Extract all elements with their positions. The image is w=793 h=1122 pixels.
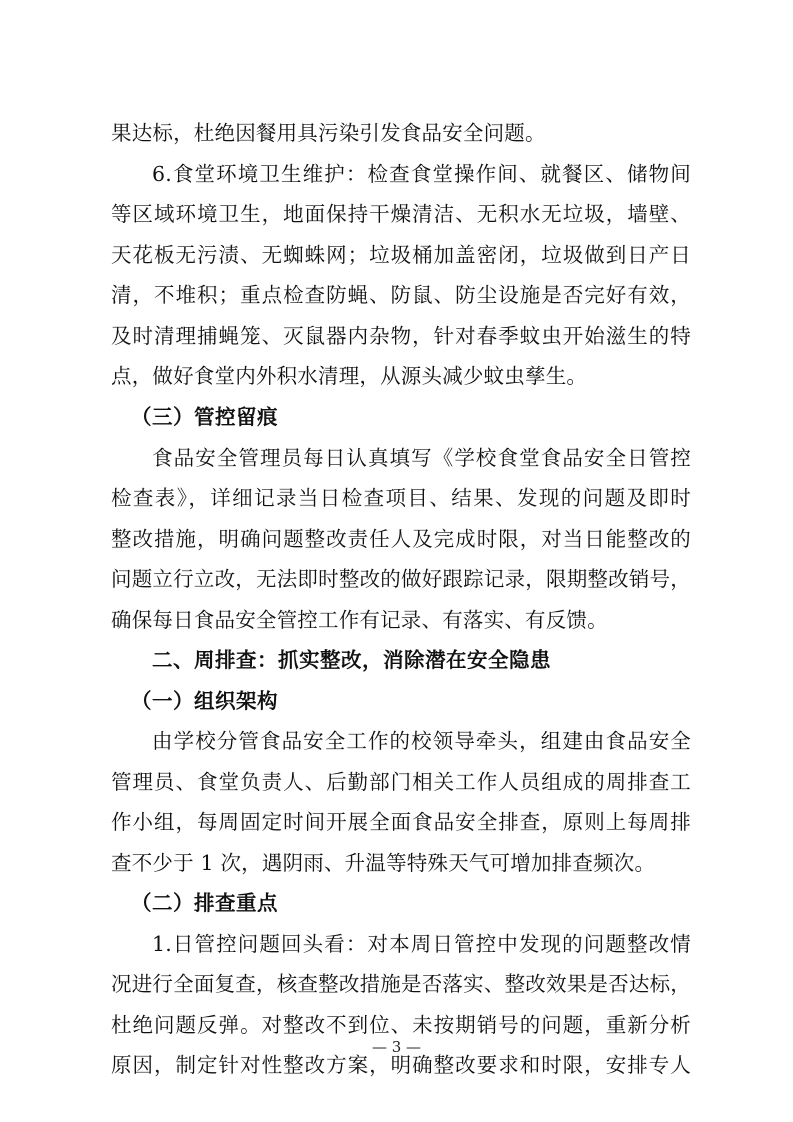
body-line: 况进行全面复查，核查整改措施是否落实、整改效果是否达标，: [111, 972, 691, 996]
body-line: 整改措施，明确问题整改责任人及完成时限，对当日能整改的: [111, 527, 691, 551]
body-line: 查不少于 1 次，遇阴雨、升温等特殊天气可增加排查频次。: [111, 851, 656, 875]
body-line: 问题立行立改，无法即时整改的做好跟踪记录，限期整改销号，: [111, 567, 691, 591]
body-line: 杜绝问题反弹。对整改不到位、未按期销号的问题，重新分析: [111, 1013, 691, 1037]
body-line: 点，做好食堂内外积水清理，从源头减少蚊虫孳生。: [111, 364, 588, 388]
body-line: 6.食堂环境卫生维护：检查食堂操作间、就餐区、储物间: [152, 162, 691, 186]
body-line: 管理员、食堂负责人、后勤部门相关工作人员组成的周排查工: [111, 770, 691, 794]
section-heading: （二）排查重点: [131, 891, 278, 915]
body-line: 食品安全管理员每日认真填写《学校食堂食品安全日管控: [152, 446, 691, 470]
body-line: 作小组，每周固定时间开展全面食品安全排查，原则上每周排: [111, 810, 691, 834]
section-heading: （一）组织架构: [131, 689, 278, 713]
body-line: 果达标，杜绝因餐用具污染引发食品安全问题。: [111, 121, 546, 145]
body-line: 及时清理捕蝇笼、灭鼠器内杂物，针对春季蚊虫开始滋生的特: [111, 324, 691, 348]
chapter-heading: 二、周排查：抓实整改，消除潜在安全隐患: [152, 648, 551, 672]
body-line: 天花板无污渍、无蜘蛛网；垃圾桶加盖密闭，垃圾做到日产日: [111, 243, 691, 267]
body-line: 1.日管控问题回头看：对本周日管控中发现的问题整改情: [152, 932, 691, 956]
body-line: 清，不堆积；重点检查防蝇、防鼠、防尘设施是否完好有效，: [111, 283, 691, 307]
section-heading: （三）管控留痕: [131, 405, 278, 429]
body-line: 原因，制定针对性整改方案，明确整改要求和时限，安排专人: [111, 1053, 691, 1077]
body-line: 由学校分管食品安全工作的校领导牵头，组建由食品安全: [152, 729, 691, 753]
body-line: 等区域环境卫生，地面保持干燥清洁、无积水无垃圾，墙壁、: [111, 202, 691, 226]
page-number: — 3 —: [371, 1038, 422, 1056]
body-line: 检查表》，详细记录当日检查项目、结果、发现的问题及即时: [111, 486, 691, 510]
body-line: 确保每日食品安全管控工作有记录、有落实、有反馈。: [111, 608, 608, 632]
